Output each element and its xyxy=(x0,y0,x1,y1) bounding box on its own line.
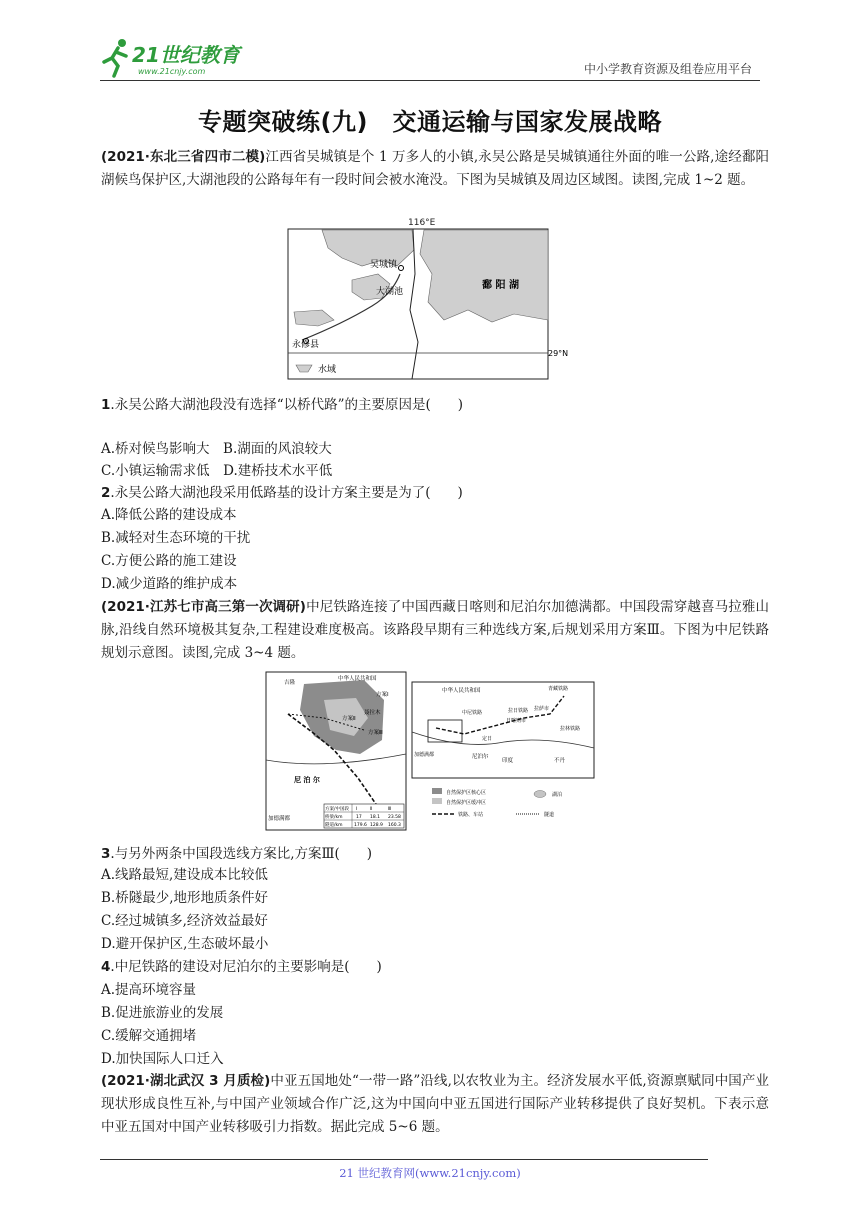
intro-passage-2 xyxy=(101,596,769,665)
svg-text:吉隆: 吉隆 xyxy=(284,680,296,686)
q2-option-b: B.减轻对生态环境的干扰 xyxy=(101,530,251,546)
map-legend xyxy=(432,788,562,818)
svg-text:Ⅰ: Ⅰ xyxy=(356,807,358,812)
longitude-label: 116°E xyxy=(408,218,436,228)
passage-text: 江西省吴城镇是个 1 万多人的小镇,永吴公路是吴城镇通往外面的唯一公路,途经鄱阳湖候鸟保护区,大湖池段的公路每年有一段时间会被水淹没。下图为吴城镇及周边区域图。读图,完成 1~2 题。 xyxy=(101,149,769,188)
town-label: 吴城镇 xyxy=(370,260,398,270)
runner-icon xyxy=(104,39,126,76)
svg-text:聂拉木: 聂拉木 xyxy=(364,710,381,716)
svg-text:隧道/km: 隧道/km xyxy=(325,823,343,828)
lake-label: 鄱 阳 湖 xyxy=(482,280,519,291)
svg-text:中华人民共和国: 中华人民共和国 xyxy=(442,688,481,694)
svg-text:铁路、车站: 铁路、车站 xyxy=(458,812,484,818)
svg-text:桥梁/km: 桥梁/km xyxy=(325,815,343,820)
svg-text:加德满都: 加德满都 xyxy=(268,816,291,822)
svg-text:尼 泊 尔: 尼 泊 尔 xyxy=(294,776,320,784)
q4-option-d: D.加快国际人口迁入 xyxy=(101,1051,224,1067)
latitude-label: 29°N xyxy=(548,349,569,358)
q2-option-c: C.方便公路的施工建设 xyxy=(101,553,237,569)
svg-text:自然保护区缓冲区: 自然保护区缓冲区 xyxy=(446,800,487,806)
logo-url: www.21cnjy.com xyxy=(138,67,206,76)
svg-text:方案/中国段: 方案/中国段 xyxy=(325,807,350,812)
scheme-table xyxy=(324,804,404,828)
logo-text: 21世纪教育 xyxy=(132,43,240,67)
svg-text:印度: 印度 xyxy=(502,758,514,764)
wucheng-map xyxy=(282,214,582,386)
svg-text:定日: 定日 xyxy=(482,736,493,742)
svg-text:拉萨市: 拉萨市 xyxy=(534,706,550,712)
q1-options-row-2: C.小镇运输需求低 D.建桥技术水平低 xyxy=(101,463,333,479)
q2-option-d: D.减少道路的维护成本 xyxy=(101,576,238,592)
svg-text:160.3: 160.3 xyxy=(388,823,401,828)
question-3: 3.与另外两条中国段选线方案比,方案Ⅲ( ) xyxy=(101,846,373,862)
china-nepal-railway-map xyxy=(264,670,596,832)
svg-text:自然保护区核心区: 自然保护区核心区 xyxy=(446,790,487,796)
q4-option-b: B.促进旅游业的发展 xyxy=(101,1005,224,1021)
legend-label: 水域 xyxy=(318,365,337,375)
q3-option-c: C.经过城镇多,经济效益最好 xyxy=(101,913,268,929)
svg-text:128.9: 128.9 xyxy=(370,823,383,828)
q4-option-c: C.缓解交通拥堵 xyxy=(101,1028,197,1044)
svg-text:方案Ⅱ: 方案Ⅱ xyxy=(342,716,356,722)
svg-text:隧道: 隧道 xyxy=(544,812,555,818)
header-divider xyxy=(100,80,760,81)
intro-passage-1 xyxy=(101,146,769,192)
svg-text:18.1: 18.1 xyxy=(370,815,381,820)
platform-name: 中小学教育资源及组卷应用平台 xyxy=(583,62,752,76)
passage-text: 中亚五国地处“一带一路”沿线,以农牧业为主。经济发展水平低,资源禀赋同中国产业现状形成良性互补,与中国产业领域合作广泛,这为中国向中亚五国进行国际产业转移提供了良好契机。下表示意中亚五国对中国产业转移吸引力指数。据此完成 5~6 题。 xyxy=(101,1073,769,1135)
svg-text:加德满都: 加德满都 xyxy=(414,752,435,758)
source-tag: (2021·东北三省四市二模) xyxy=(101,149,266,165)
svg-text:方案Ⅲ: 方案Ⅲ xyxy=(368,730,383,736)
q3-option-d: D.避开保护区,生态破坏最小 xyxy=(101,936,269,952)
svg-text:拉日铁路: 拉日铁路 xyxy=(508,708,529,714)
q1-options-row-1: A.桥对候鸟影响大 B.湖面的风浪较大 xyxy=(101,441,332,457)
page-title: 专题突破练(九) 交通运输与国家发展战略 xyxy=(198,108,662,136)
source-tag: (2021·湖北武汉 3 月质检) xyxy=(101,1073,271,1089)
question-4: 4.中尼铁路的建设对尼泊尔的主要影响是( ) xyxy=(101,959,382,975)
svg-text:尼泊尔: 尼泊尔 xyxy=(472,754,489,760)
svg-text:179.6: 179.6 xyxy=(354,823,367,828)
q3-option-b: B.桥隧最少,地形地质条件好 xyxy=(101,890,269,906)
svg-text:不丹: 不丹 xyxy=(554,758,566,764)
q2-option-a: A.降低公路的建设成本 xyxy=(101,507,237,523)
svg-text:17: 17 xyxy=(356,815,362,820)
county-label: 永修县 xyxy=(292,340,320,350)
q4-option-a: A.提高环境容量 xyxy=(101,982,197,998)
q3-option-a: A.线路最短,建设成本比较低 xyxy=(101,867,268,883)
source-tag: (2021·江苏七市高三第一次调研) xyxy=(101,599,306,615)
svg-text:中华人民共和国: 中华人民共和国 xyxy=(338,676,377,682)
svg-text:Ⅲ: Ⅲ xyxy=(388,807,392,812)
svg-text:方案Ⅰ: 方案Ⅰ xyxy=(376,692,389,698)
svg-text:拉林铁路: 拉林铁路 xyxy=(560,726,581,732)
passage-text: 中尼铁路连接了中国西藏日喀则和尼泊尔加德满都。中国段需穿越喜马拉雅山脉,沿线自然环境极其复杂,工程建设难度极高。该路段早期有三种选线方案,后规划采用方案Ⅲ。下图为中尼铁路规划示意图。读图,完成 3~4 题。 xyxy=(101,599,769,661)
svg-text:青藏铁路: 青藏铁路 xyxy=(548,686,569,692)
footer-divider xyxy=(100,1159,708,1160)
pond-label: 大湖池 xyxy=(376,287,404,297)
svg-text:湖泊: 湖泊 xyxy=(552,792,563,798)
question-2: 2.永吴公路大湖池段采用低路基的设计方案主要是为了( ) xyxy=(101,485,463,501)
svg-text:日喀则市: 日喀则市 xyxy=(506,718,527,724)
question-1: 1.永吴公路大湖池段没有选择“以桥代路”的主要原因是( ) xyxy=(101,397,464,413)
lake-icon xyxy=(534,791,546,798)
site-logo xyxy=(96,36,266,80)
intro-passage-3 xyxy=(101,1070,769,1139)
footer-link[interactable]: 21 世纪教育网(www.21cnjy.com) xyxy=(339,1166,521,1180)
svg-text:中尼铁路: 中尼铁路 xyxy=(462,710,483,716)
svg-text:23.58: 23.58 xyxy=(388,815,401,820)
svg-text:Ⅱ: Ⅱ xyxy=(370,807,373,812)
